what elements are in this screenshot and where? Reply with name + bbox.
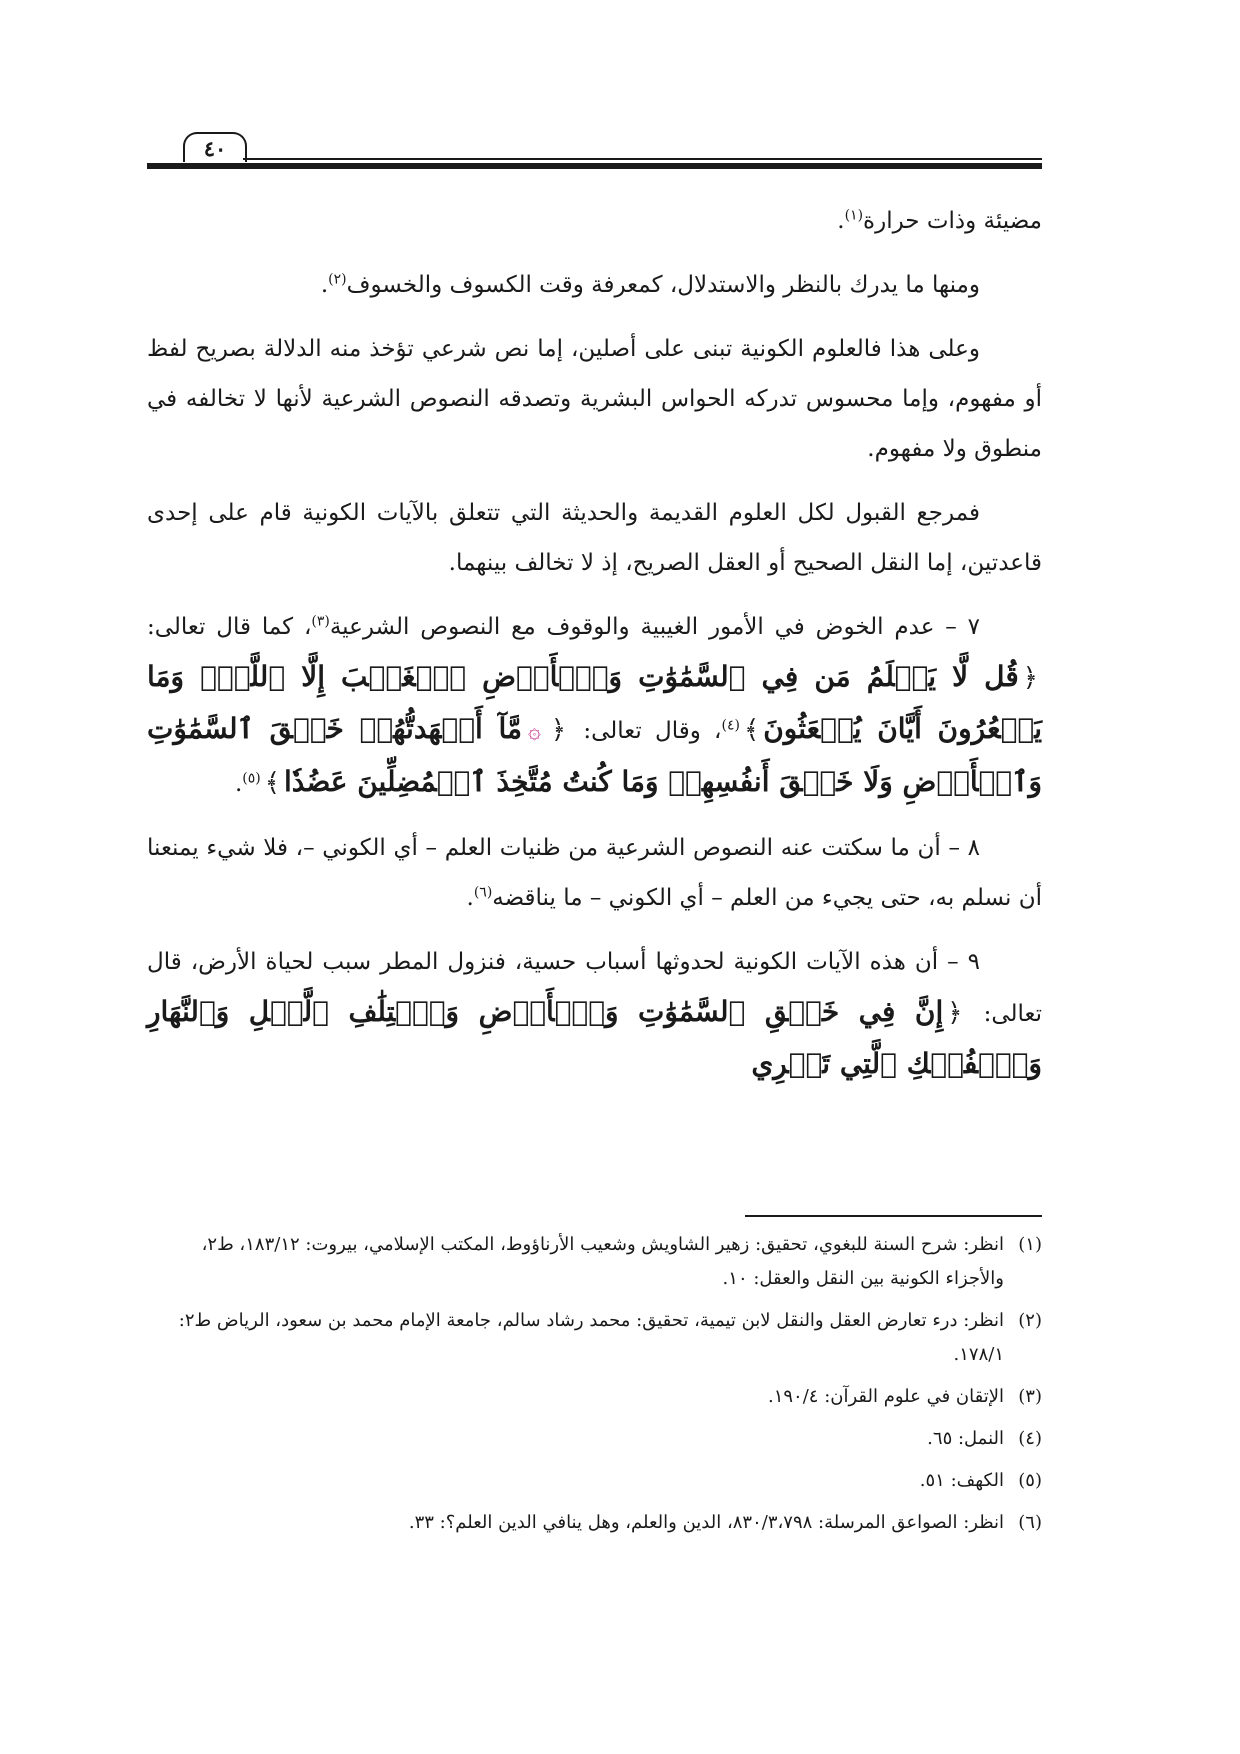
footnote-3 bbox=[147, 1380, 1042, 1414]
footnote-ref-4[interactable]: (٤) bbox=[721, 717, 740, 734]
footnote-6 bbox=[147, 1506, 1042, 1540]
footnote-number: (٤) bbox=[1018, 1428, 1042, 1449]
footnote-ref-6[interactable]: (٦) bbox=[473, 884, 493, 901]
paragraph-text: مضيئة وذات حرارة bbox=[863, 208, 1042, 234]
paragraph-text: ٨ – أن ما سكتت عنه النصوص الشرعية من ظنيات العلم – أي الكوني –، فلا شيء يمنعنا أن نسلم به، حتى يجيء من العلم – أي الكوني – ما يناقضه bbox=[147, 835, 1042, 911]
paragraph-text: ، وقال تعالى: bbox=[583, 718, 722, 744]
footnote-text: الكهف: ٥١. bbox=[919, 1470, 1004, 1491]
paragraph-1 bbox=[147, 196, 1042, 246]
header-rule-thin bbox=[243, 158, 1042, 160]
paragraph-text: قال تعالى: bbox=[147, 949, 1043, 1027]
quran-open-bracket: ﴿ bbox=[550, 715, 567, 745]
main-text bbox=[147, 196, 1042, 1105]
footnote-text: انظر: شرح السنة للبغوي، تحقيق: زهير الشاويش وشعيب الأرناؤوط، المكتب الإسلامي، بيروت: ١٨٣/١٢، ط٢، والأجزاء الكونية بين النقل والعقل: ١٠. bbox=[201, 1234, 1004, 1289]
footnote-number: (٣) bbox=[1018, 1386, 1042, 1407]
footnote-2 bbox=[147, 1304, 1042, 1372]
punctuation: . bbox=[837, 208, 845, 234]
paragraph-2 bbox=[147, 260, 1042, 310]
paragraph-7 bbox=[147, 937, 1042, 1091]
punctuation: . bbox=[466, 885, 474, 911]
footnote-text: الإتقان في علوم القرآن: ١٩٠/٤. bbox=[767, 1386, 1004, 1407]
page-header bbox=[147, 128, 1042, 168]
quran-verse-3: إِنَّ فِي خَلۡقِ ٱلسَّمَٰوَٰتِ وَٱلۡأَرۡضِ وَٱخۡتِلَٰفِ ٱلَّيۡلِ وَٱلنَّهَارِ وَٱلۡفُلۡكِ ٱلَّتِي تَجۡرِي bbox=[147, 995, 1042, 1080]
rub-el-hizb-icon: ۞ bbox=[528, 719, 541, 744]
paragraph-3: وعلى هذا فالعلوم الكونية تبنى على أصلين، إما نص شرعي تؤخذ منه الدلالة بصريح لفظ أو مفهوم، وإما محسوس تدركه الحواس البشرية وتصدقه النصوص الشرعية لأنها لا تخالفه في منطوق ولا مفهوم. bbox=[147, 336, 1042, 462]
footnote-separator bbox=[745, 1215, 1042, 1217]
quran-close-bracket: ﴾ bbox=[264, 768, 280, 798]
header-rule-thick bbox=[147, 163, 1042, 169]
footnote-text: انظر: الصواعق المرسلة: ٨٣٠/٣،٧٩٨، الدين والعلم، وهل ينافي الدين العلم؟: ٣٣. bbox=[408, 1512, 1004, 1533]
footnote-number: (٦) bbox=[1018, 1512, 1042, 1533]
footnote-ref-3[interactable]: (٣) bbox=[311, 613, 330, 630]
footnote-1 bbox=[147, 1228, 1042, 1296]
footnote-number: (١) bbox=[1018, 1234, 1042, 1255]
footnote-4 bbox=[147, 1422, 1042, 1456]
punctuation: . bbox=[234, 771, 243, 797]
footnote-number: (٥) bbox=[1018, 1470, 1042, 1491]
paragraph-text: ومنها ما يدرك بالنظر والاستدلال، كمعرفة وقت الكسوف والخسوف bbox=[346, 272, 980, 298]
footnote-number: (٢) bbox=[1018, 1310, 1042, 1331]
quran-verse-1: قُل لَّا يَعۡلَمُ مَن فِي ٱلسَّمَٰوَٰتِ وَٱلۡأَرۡضِ ٱلۡغَيۡبَ إِلَّا ٱللَّهُۚ وَمَا يَشۡعُرُونَ أَيَّانَ يُبۡعَثُونَ bbox=[147, 660, 1042, 745]
paragraph-text: ٩ – أن هذه الآيات الكونية لحدوثها أسباب حسية، فنزول المطر سبب لحياة الأرض، bbox=[190, 949, 980, 975]
footnote-ref-5[interactable]: (٥) bbox=[242, 770, 261, 787]
footnote-5 bbox=[147, 1464, 1042, 1498]
footnote-ref-1[interactable]: (١) bbox=[844, 207, 864, 224]
footnote-ref-2[interactable]: (٢) bbox=[328, 271, 347, 288]
footnote-text: النمل: ٦٥. bbox=[927, 1428, 1004, 1449]
paragraph-text: ٧ – عدم الخوض في الأمور الغيبية والوقوف مع النصوص الشرعية bbox=[329, 614, 980, 640]
paragraph-6 bbox=[147, 823, 1042, 923]
paragraph-text: ، كما قال تعالى: bbox=[147, 614, 312, 640]
punctuation: . bbox=[320, 272, 329, 298]
quran-open-bracket: ﴿ bbox=[947, 998, 963, 1028]
quran-close-bracket: ﴾ bbox=[743, 715, 760, 745]
quran-open-bracket: ﴿ bbox=[1022, 663, 1038, 693]
page-number: ٤٠ bbox=[183, 132, 247, 162]
quran-verse-2: مَّآ أَشۡهَدتُّهُمۡ خَلۡقَ ٱلسَّمَٰوَٰتِ وَٱلۡأَرۡضِ وَلَا خَلۡقَ أَنفُسِهِمۡ وَمَا كُنتُ مُتَّخِذَ ٱلۡمُضِلِّينَ عَضُدٗا bbox=[147, 712, 1042, 798]
footnote-text: انظر: درء تعارض العقل والنقل لابن تيمية، تحقيق: محمد رشاد سالم، جامعة الإمام محمد بن سعود، الرياض ط٢: ١٧٨/١. bbox=[178, 1310, 1004, 1365]
footnotes bbox=[147, 1228, 1042, 1548]
paragraph-4: فمرجع القبول لكل العلوم القديمة والحديثة التي تتعلق بالآيات الكونية قام على إحدى قاعدتين، إما النقل الصحيح أو العقل الصريح، إذ لا تخالف بينهما. bbox=[147, 500, 1042, 576]
paragraph-5 bbox=[147, 602, 1042, 809]
